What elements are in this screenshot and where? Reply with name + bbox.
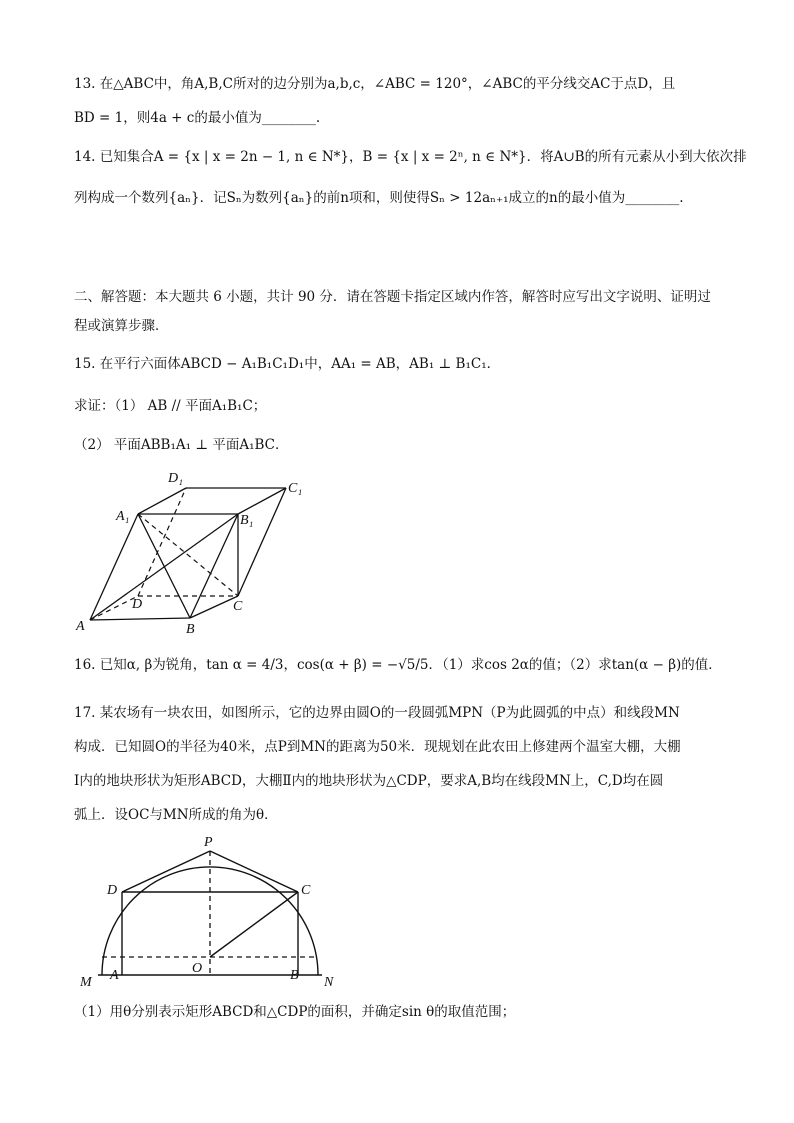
label-B1: B₁ [240, 513, 254, 528]
label-D1: D₁ [168, 471, 183, 486]
label-N: N [324, 975, 334, 990]
label-A1: A₁ [116, 509, 130, 524]
q15-part2: （2） 平面ABB₁A₁ ⊥ 平面A₁BC． [74, 437, 289, 453]
q17-part1: （1）用θ分别表示矩形ABCD和△CDP的面积，并确定sin θ的取值范围； [74, 1004, 516, 1020]
q13-line2: BD = 1，则4a + c的最小值为________. [74, 110, 321, 126]
farmland-figure [74, 832, 334, 997]
section2-heading-line2: 程或演算步骤． [74, 318, 169, 334]
label-P: P [204, 835, 213, 850]
label-D: D [132, 597, 143, 612]
label-D: D [107, 883, 118, 898]
q17-line4: 弧上．设OC与MN所成的角为θ． [74, 807, 278, 823]
q17-line1: 17. 某农场有一块农田，如图所示，它的边界由圆O的一段圆弧MPN（P为此圆弧的中点）和线段MN [74, 705, 680, 721]
label-A: A [110, 968, 119, 983]
q13-line1: 13. 在△ABC中，角A,B,C所对的边分别为a,b,c，∠ABC = 120°，∠ABC的平分线交AC于点D，且 [74, 76, 676, 92]
label-C1: C₁ [288, 481, 303, 496]
q14-line2: 列构成一个数列{aₙ}．记Sₙ为数列{aₙ}的前n项和，则使得Sₙ > 12aₙ₊₁成立的n的最小值为________. [74, 190, 684, 206]
label-A: A [76, 619, 85, 634]
label-M: M [80, 975, 92, 990]
q15-part1: 求证：（1） AB // 平面A₁B₁C； [74, 398, 267, 414]
q16-line: 16. 已知α, β为锐角，tan α = 4/3，cos(α + β) = −√5/5．（1）求cos 2α的值；（2）求tan(α − β)的值． [74, 657, 722, 673]
label-O: O [192, 961, 203, 976]
section2-heading-line1: 二、解答题：本大题共 6 小题，共计 90 分．请在答题卡指定区域内作答，解答时应写出文字说明、证明过 [74, 289, 711, 305]
q17-line3: Ⅰ内的地块形状为矩形ABCD，大棚Ⅱ内的地块形状为△CDP，要求A,B均在线段MN上，C,D均在圆 [74, 773, 664, 789]
parallelepiped-figure [70, 468, 310, 638]
q14-line1: 14. 已知集合A = {x | x = 2n − 1, n ∈ N*}，B = {x | x = 2ⁿ, n ∈ N*}．将A∪B的所有元素从小到大依次排 [74, 149, 747, 165]
q15-line1: 15. 在平行六面体ABCD − A₁B₁C₁D₁中，AA₁ = AB，AB₁ ⊥ B₁C₁． [74, 356, 501, 372]
label-B: B [186, 622, 195, 637]
label-C: C [233, 599, 243, 614]
label-C: C [301, 883, 311, 898]
label-B: B [290, 968, 299, 983]
q17-line2: 构成．已知圆O的半径为40米，点P到MN的距离为50米．现规划在此农田上修建两个温室大棚，大棚 [74, 739, 681, 755]
